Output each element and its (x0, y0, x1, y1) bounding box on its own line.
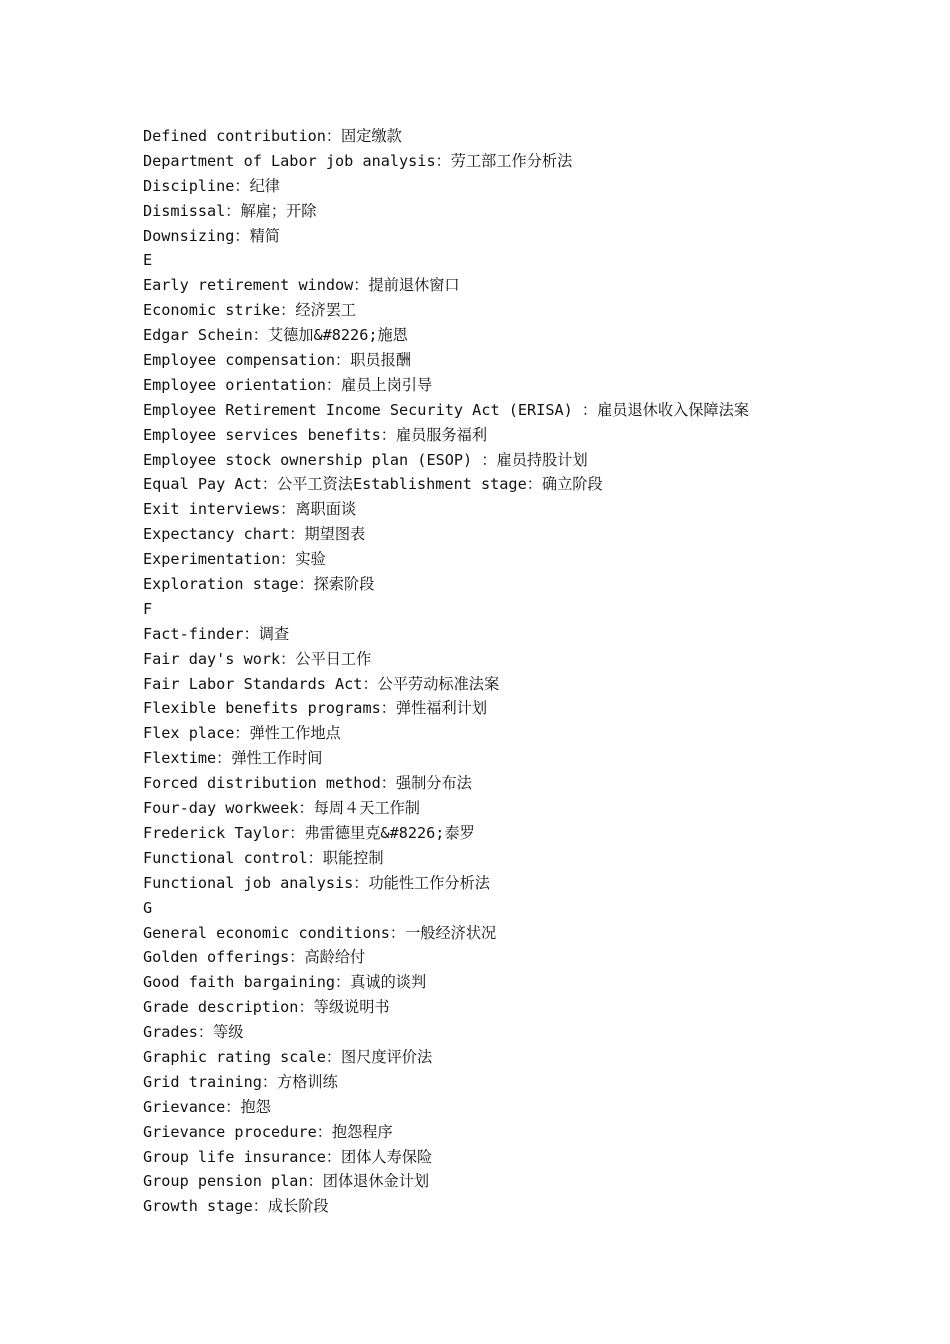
glossary-line: Defined contribution：固定缴款 (143, 127, 402, 145)
glossary-line: E (143, 251, 153, 270)
glossary-line: Downsizing：精简 (143, 226, 280, 245)
glossary-line: Functional control：职能控制 (143, 848, 384, 867)
glossary-line: Expectancy chart：期望图表 (143, 525, 366, 544)
glossary-line: Flexible benefits programs：弹性福利计划 (143, 699, 488, 718)
glossary-line: Good faith bargaining：真诚的谈判 (143, 973, 427, 992)
glossary-line: General economic conditions：一般经济状况 (143, 923, 497, 942)
glossary-line: Functional job analysis：功能性工作分析法 (143, 873, 490, 892)
glossary-line: Grievance procedure：抱怨程序 (143, 1122, 393, 1141)
glossary-line: G (143, 898, 153, 917)
glossary-line: Discipline：纪律 (143, 176, 280, 195)
glossary-line: Growth stage：成长阶段 (143, 1197, 329, 1216)
glossary-text-block (143, 124, 903, 1219)
glossary-line: Employee compensation：职员报酬 (143, 351, 411, 370)
glossary-line: Employee stock ownership plan (ESOP) ：雇员持股计划 (143, 450, 588, 469)
glossary-line: Flextime：弹性工作时间 (143, 749, 323, 768)
glossary-line: Equal Pay Act：公平工资法Establishment stage：确立阶段 (143, 475, 603, 494)
glossary-line: Flex place：弹性工作地点 (143, 724, 341, 743)
glossary-line: Forced distribution method：强制分布法 (143, 774, 472, 793)
glossary-line: Golden offerings：高龄给付 (143, 948, 366, 967)
glossary-line: Economic strike：经济罢工 (143, 301, 357, 320)
glossary-line: Exit interviews：离职面谈 (143, 500, 357, 519)
glossary-line: Grades：等级 (143, 1023, 244, 1042)
glossary-line: F (143, 599, 153, 618)
glossary-line: Grade description：等级说明书 (143, 998, 390, 1017)
glossary-line: Fair day's work：公平日工作 (143, 649, 372, 668)
glossary-line: Frederick Taylor：弗雷德里克&#8226;泰罗 (143, 823, 475, 842)
glossary-line: Dismissal：解雇；开除 (143, 201, 317, 220)
glossary-line: Experimentation：实验 (143, 550, 326, 569)
glossary-line: Fact-finder：调查 (143, 624, 290, 643)
glossary-line: Edgar Schein：艾德加&#8226;施恩 (143, 326, 408, 345)
glossary-line: Four-day workweek：每周４天工作制 (143, 799, 420, 818)
glossary-line: Department of Labor job analysis：劳工部工作分析法 (143, 151, 573, 170)
glossary-line: Group pension plan：团体退休金计划 (143, 1172, 430, 1191)
glossary-line: Employee services benefits：雇员服务福利 (143, 425, 488, 444)
glossary-line: Group life insurance：团体人寿保险 (143, 1147, 433, 1166)
glossary-line: Employee orientation：雇员上岗引导 (143, 375, 433, 394)
glossary-line: Grievance：抱怨 (143, 1097, 271, 1116)
glossary-line: Fair Labor Standards Act：公平劳动标准法案 (143, 674, 500, 693)
glossary-line: Early retirement window：提前退休窗口 (143, 276, 460, 295)
glossary-line: Employee Retirement Income Security Act (ERISA) ：雇员退休收入保障法案 (143, 400, 749, 419)
glossary-line: Graphic rating scale：图尺度评价法 (143, 1047, 433, 1066)
glossary-line: Grid training：方格训练 (143, 1072, 338, 1091)
glossary-line: Exploration stage：探索阶段 (143, 575, 375, 594)
